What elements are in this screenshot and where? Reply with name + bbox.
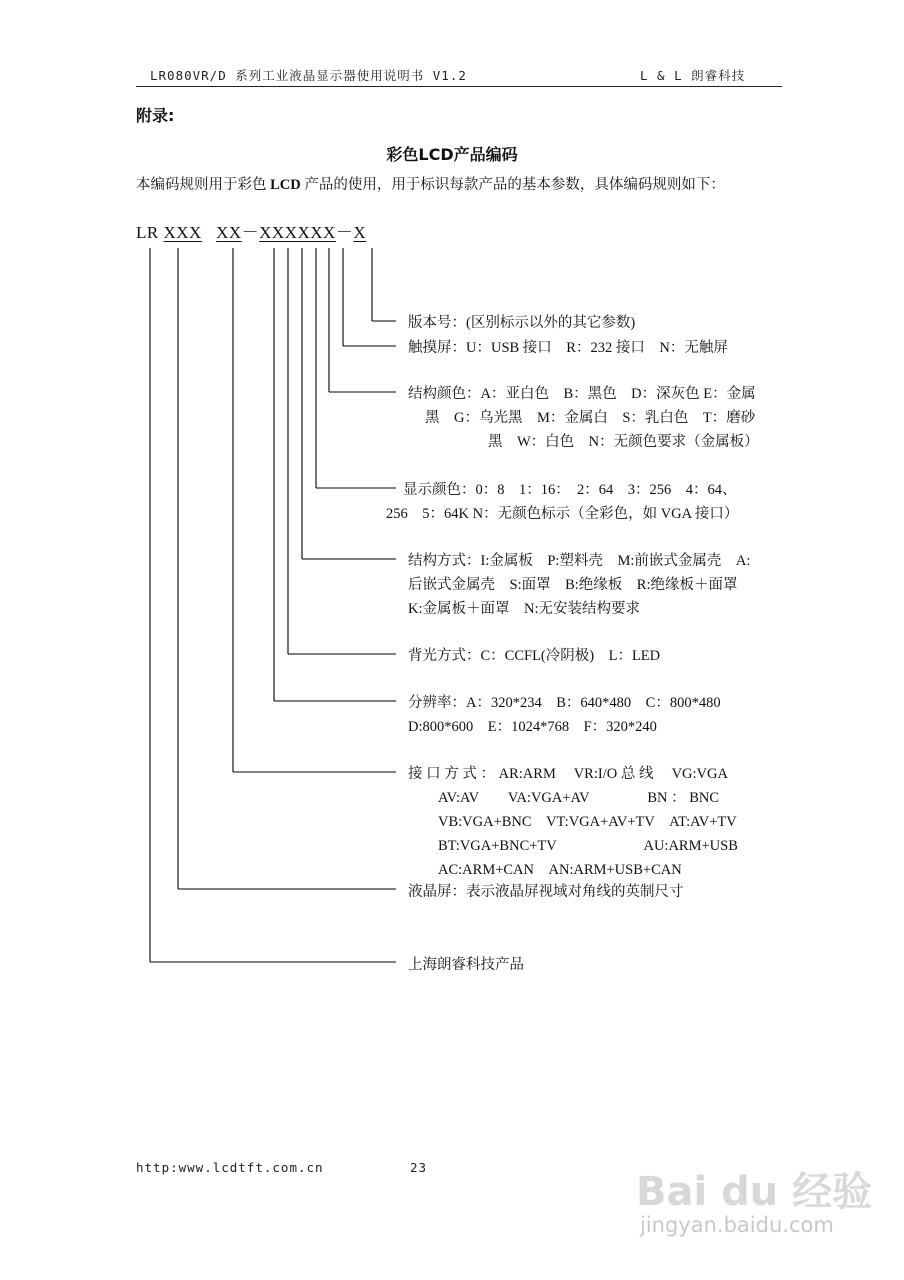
footer-url: http:www.lcdtft.com.cn <box>136 1160 324 1175</box>
code-interface: XX <box>216 223 242 242</box>
item-lcd-size: 液晶屏：表示液晶屏视域对角线的英制尺寸 <box>408 884 684 900</box>
item-resolution-line-1: 分辨率：A：320*234 B：640*480 C：800*480 <box>408 695 721 711</box>
item-structure-color-line-2: 黑 G：乌光黑 M：金属白 S：乳白色 T：磨砂 <box>425 410 756 426</box>
item-interface-line-2: AV:AV VA:VGA+AV BN ： BNC <box>438 790 720 806</box>
header-company: L & L 朗睿科技 <box>640 68 746 83</box>
page-title: 彩色LCD产品编码 <box>386 145 518 164</box>
item-version: 版本号：(区别标示以外的其它参数) <box>408 315 636 331</box>
code-sep-1: － <box>241 223 260 242</box>
connector-touch <box>343 248 396 346</box>
item-interface-line-5: AC:ARM+CAN AN:ARM+USB+CAN <box>438 862 682 878</box>
item-structure-color-line-3: 黑 W：白色 N：无颜色要求（金属板） <box>488 434 759 450</box>
item-interface-line-4: BT:VGA+BNC+TV AU:ARM+USB <box>438 838 738 854</box>
connector-resolution <box>274 248 396 701</box>
item-structure-type-line-2: 后嵌式金属壳 S:面罩 B:绝缘板 R:绝缘板＋面罩 <box>408 577 738 593</box>
item-interface-line-1: 接 口 方 式 ： AR:ARM VR:I/O 总 线 VG:VGA <box>408 766 728 782</box>
code-prefix: LR <box>136 223 159 242</box>
item-touch: 触摸屏：U：USB 接口 R：232 接口 N：无触屏 <box>408 340 728 356</box>
connector-company <box>150 248 396 962</box>
connector-lcd-size <box>178 248 396 889</box>
item-display-color-line-2: 256 5：64K N：无颜色标示（全彩色，如 VGA 接口） <box>386 506 739 522</box>
intro-pre: 本编码规则用于彩色 <box>136 177 271 193</box>
item-backlight: 背光方式：C：CCFL(冷阴极) L：LED <box>408 648 661 664</box>
code-sep-2: － <box>335 223 354 242</box>
item-interface-line-3: VB:VGA+BNC VT:VGA+AV+TV AT:AV+TV <box>438 814 737 830</box>
item-resolution-line-2: D:800*600 E：1024*768 F：320*240 <box>408 719 657 735</box>
item-display-color-line-1: 显示颜色：0：8 1：16： 2：64 3：256 4：64、 <box>403 482 737 498</box>
item-structure-type-line-1: 结构方式：I:金属板 P:塑料壳 M:前嵌式金属壳 A: <box>408 553 751 569</box>
connector-version <box>372 248 396 321</box>
code-params: XXXXXX <box>259 223 336 242</box>
item-structure-color-line-1: 结构颜色：A：亚白色 B：黑色 D：深灰色 E：金属 <box>408 386 756 402</box>
connector-backlight <box>288 248 396 654</box>
item-company: 上海朗睿科技产品 <box>408 957 524 973</box>
intro-bold: LCD <box>270 177 301 193</box>
page-number: 23 <box>410 1160 428 1175</box>
code-version: X <box>353 223 367 242</box>
intro-post: 产品的使用，用于标识每款产品的基本参数，具体编码规则如下： <box>300 177 725 193</box>
connector-interface <box>233 248 396 772</box>
item-structure-type-line-3: K:金属板＋面罩 N:无安装结构要求 <box>408 601 640 617</box>
appendix-label: 附录: <box>136 106 175 125</box>
connector-display-color <box>316 248 396 488</box>
code-size: XXX <box>163 223 202 242</box>
header-doc-title: LR080VR/D 系列工业液晶显示器使用说明书 V1.2 <box>150 68 467 83</box>
watermark-url: jingyan.baidu.com <box>640 1213 834 1237</box>
connector-structure-color <box>329 248 396 392</box>
watermark-brand: Bai du 经验 <box>636 1169 873 1215</box>
